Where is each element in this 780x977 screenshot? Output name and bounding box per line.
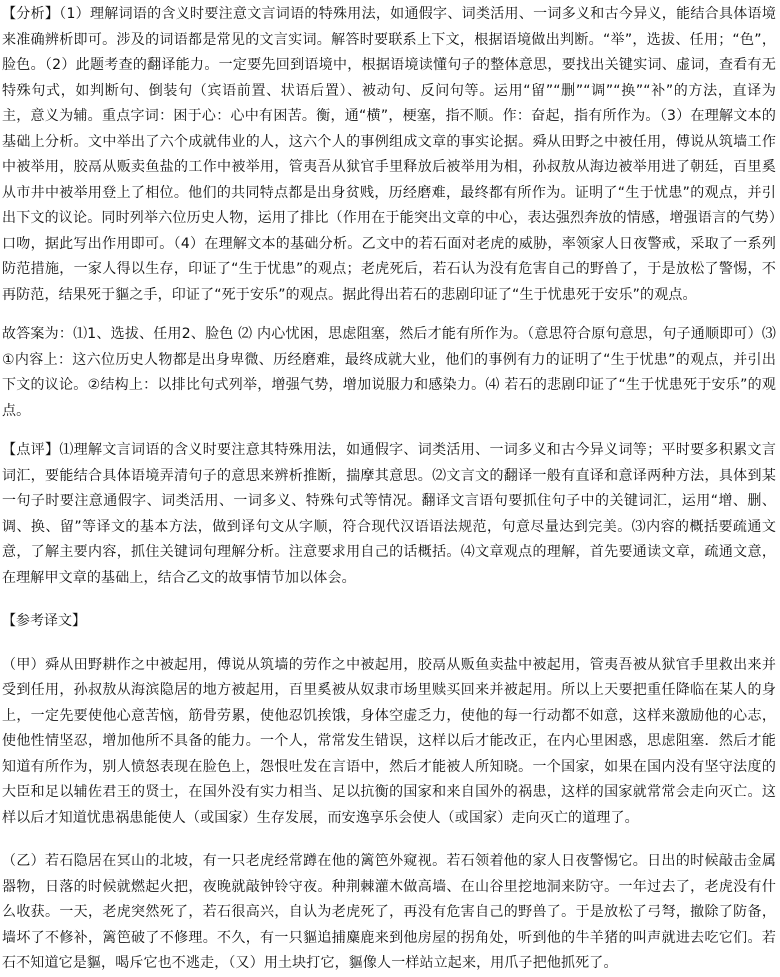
analysis-paragraph: 【分析】（1）理解词语的含义时要注意文言词语的特殊用法，如通假字、词类活用、一词多义和古今异义，能结合具体语境来准确辨析即可。涉及的词语都是常见的文言实词。解答时要联系上下文，根据语境做出判断。“举”，选拔、任用；“色”，脸色。（2）此题考查的翻译能力。一定要先回到语境中，根据语境读懂句子的整体意思，要找出关键实词、虚词，查看有无特殊句式，如判断句、倒装句（宾语前置、状语后置）、被动句、反问句等。运用“留”“删”“调”“换”“补”的方法，直译为主，意义为辅。重点字词：困于心：心中有困苦。衡，通“横”，梗塞，指不顺。作：奋起，指有所作为。（3）在理解文本的基础上分析。文中举出了六个成就伟业的人，这六个人的事例组成文章的事实论据。舜从田野之中被任用，傅说从筑墙工作中被举用，胶鬲从贩卖鱼盐的工作中被举用，管夷吾从狱官手里释放后被举用为相，孙叔敖从海边被举用进了朝廷，百里奚从市井中被举用登上了相位。他们的共同特点都是出身贫贱，历经磨难，最终都有所作为。证明了“生于忧患”的观点，并引出下文的议论。同时列举六位历史人物，运用了排比（作用在于能突出文章的中心，表达强烈奔放的情感，增强语言的气势）口吻，据此写出作用即可。（4）在理解文本的基础分析。乙文中的若石面对老虎的威胁，率领家人日夜警戒，采取了一系列防范措施，一家人得以生存，印证了“生于忧患”的观点；老虎死后，若石认为没有危害自己的野兽了，于是放松了警惕，不再防范，结果死于貙之手，印证了“死于安乐”的观点。据此得出若石的悲剧印证了“生于忧患死于安乐”的观点。: [2, 6, 776, 303]
translation-yi-paragraph: （乙）若石隐居在冥山的北坡，有一只老虎经常蹲在他的篱笆外窥视。若石领着他的家人日夜警惕它。日出的时候敲击金属器物，日落的时候就燃起火把，夜晚就敲钟铃守夜。种荆棘灌木做高墙、在山谷里挖地洞来防守。一年过去了，老虎没有什么收获。一天，老虎突然死了，若石很高兴，自认为老虎死了，再没有危害自己的野兽了。于是放松了弓弩，撤除了防备，墙坏了不修补，篱笆破了不修理。不久，有一只貙追捕麋鹿来到他房屋的拐角处，听到他的牛羊猪的叫声就进去吃它们。若石不知道它是貙，喝斥它也不逃走，（又）用土块打它，貙像人一样站立起来，用爪子把他抓死了。: [2, 853, 776, 971]
translation-jia-paragraph: （甲）舜从田野耕作之中被起用，傅说从筑墙的劳作之中被起用，胶鬲从贩鱼卖盐中被起用，管夷吾被从狱官手里救出来并受到任用，孙叔敖从海滨隐居的地方被起用，百里奚被从奴隶市场里赎买回来并被起用。所以上天要把重任降临在某人的身上，一定先要使他心意苦恼，筋骨劳累，使他忍饥挨饿，身体空虚乏力，使他的每一行动都不如意，这样来激励他的心志，使他性情坚忍，增加他所不具备的能力。一个人，常常发生错误，这样以后才能改正，在内心里困惑，思虑阻塞．然后才能知道有所作为，别人愤怒表现在脸色上，怨恨吐发在言语中，然后才能被人所知晓。一个国家，如果在国内没有坚守法度的大臣和足以辅佐君王的贤士，在国外没有实力相当、足以抗衡的国家和来自国外的祸患，这样的国家就常常会走向灭亡。这样以后才知道忧患祸患能使人（或国家）生存发展，而安逸享乐会使人（或国家）走向灭亡的道理了。: [2, 656, 776, 826]
comment-paragraph: 【点评】⑴理解文言词语的含义时要注意其特殊用法，如通假字、词类活用、一词多义和古今异义词等；平时要多积累文言词汇，要能结合具体语境弄清句子的意思来辨析推断，揣摩其意思。⑵文言文的翻译一般有直译和意译两种方法，具体到某一句子时要注意通假字、词类活用、一词多义、特殊句式等情况。翻译文言语句要抓住句子中的关键词汇，运用“增、删、调、换、留”等译文的基本方法，做到译句文从字顺，符合现代汉语语法规范，句意尽量达到完美。⑶内容的概括要疏通文意，了解主要内容，抓住关键词句理解分析。注意要求用自己的话概括。⑷文章观点的理解，首先要通读文章，疏通文意，在理解甲文章的基础上，结合乙文的故事情节加以体会。: [2, 442, 776, 586]
document-body: [2, 2, 776, 977]
translation-heading: 【参考译文】: [2, 613, 86, 629]
answer-paragraph: 故答案为：⑴1、选拔、任用2、脸色 ⑵ 内心忧困，思虑阻塞，然后才能有所作为。（意思符合原句意思，句子通顺即可）⑶①内容上：这六位历史人物都是出身卑微、历经磨难，最终成就大业，他们的事例有力的证明了“生于忧患”的观点，并引出下文的议论。②结构上：以排比句式列举，增强气势，增加说服力和感染力。⑷ 若石的悲剧印证了“生于忧患死于安乐”的观点。: [2, 326, 776, 419]
